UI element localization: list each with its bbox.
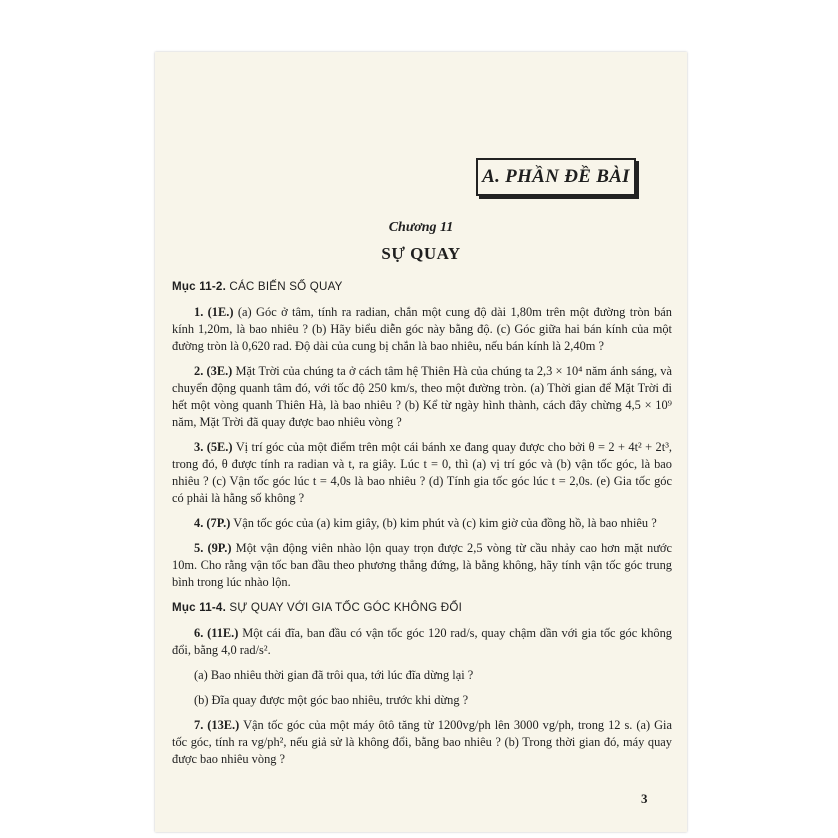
problem [172, 717, 672, 768]
problem [172, 625, 672, 659]
problem-text: Vị trí góc của một điểm trên một cái bánh xe đang quay được cho bởi θ = 2 + 4t² + 2t³, trong đó, θ được tính ra radian và t, ra giây. Lúc t = 0, thì (a) vị trí góc và (b) vận tốc góc, là bao nhiêu ? (c) Vận tốc góc lúc t = 4,0s là bao nhiêu ? (d) Tính gia tốc góc lúc t = 2,0s. (e) Gia tốc góc có phải là hằng số không ? [172, 440, 673, 505]
section-prefix: Mục 11-4. [172, 601, 226, 614]
problem-text: Vận tốc góc của (a) kim giây, (b) kim phút và (c) kim giờ của đồng hồ, là bao nhiêu ? [233, 516, 657, 530]
section-heading [172, 599, 672, 616]
problem-number: 7. (13E.) [194, 718, 240, 732]
part-header: A. PHẦN ĐỀ BÀI [476, 158, 636, 196]
problem-number: 2. (3E.) [194, 364, 233, 378]
problem [172, 439, 672, 507]
problem-text: Vận tốc góc của một máy ôtô tăng từ 1200vg/ph lên 3000 vg/ph, trong 12 s. (a) Gia tốc góc, tính ra vg/ph², nếu giả sử là không đổi, bằng bao nhiêu ? (b) Trong thời gian đó, máy quay được bao nhiêu vòng ? [172, 718, 672, 766]
problem [172, 304, 672, 355]
problem-text: Một vận động viên nhào lộn quay trọn được 2,5 vòng từ cầu nhảy cao hơn mặt nước 10m. Cho rằng vận tốc ban đầu theo phương thẳng đứng, là bằng không, hãy tính vận tốc góc trung bình trong lúc nhào lộn. [172, 541, 672, 589]
problem-subpart: (a) Bao nhiêu thời gian đã trôi qua, tới lúc đĩa dừng lại ? [194, 668, 474, 682]
problem-subpart: (b) Đĩa quay được một góc bao nhiêu, trước khi dừng ? [194, 693, 469, 707]
section-title: CÁC BIẾN SỐ QUAY [229, 280, 343, 293]
problem-number: 1. (1E.) [194, 305, 234, 319]
problem-text: Một cái đĩa, ban đầu có vận tốc góc 120 rad/s, quay chậm dần với gia tốc góc không đổi, bằng 4,0 rad/s². [172, 626, 672, 657]
problem [172, 515, 672, 532]
problem-number: 4. (7P.) [194, 516, 231, 530]
problem-text: (a) Góc ở tâm, tính ra radian, chắn một cung độ dài 1,80m trên một đường tròn bán kính 1,20m, là bao nhiêu ? (b) Hãy biểu diễn góc này bằng độ. (c) Góc giữa hai bán kính của một đường tròn là 0,620 rad. Độ dài của cung bị chắn là bao nhiêu, nếu bán kính là 2,40m ? [172, 305, 672, 353]
page-number: 3 [641, 791, 648, 806]
section-heading [172, 278, 672, 295]
chapter-title: SỰ QUAY [381, 244, 461, 263]
page-body [172, 278, 672, 776]
section-prefix: Mục 11-2. [172, 280, 226, 293]
problem [172, 540, 672, 591]
problem-number: 5. (9P.) [194, 541, 232, 555]
book-page [155, 52, 687, 832]
problem-number: 6. (11E.) [194, 626, 239, 640]
chapter-label: Chương 11 [388, 220, 454, 235]
problem-number: 3. (5E.) [194, 440, 233, 454]
section-title: SỰ QUAY VỚI GIA TỐC GÓC KHÔNG ĐỔI [229, 601, 463, 614]
problem [172, 363, 672, 431]
problem-text: Mặt Trời của chúng ta ở cách tâm hệ Thiên Hà của chúng ta 2,3 × 10⁴ năm ánh sáng, và chuyển động quanh tâm đó, với tốc độ 250 km/s, theo một đường tròn. (a) Thời gian để Mặt Trời đi hết một vòng quanh Thiên Hà, là bao nhiêu ? (b) Kể từ ngày hình thành, cách đây chừng 4,5 × 10⁹ năm, Mặt Trời đã quay được bao nhiêu vòng ? [172, 364, 672, 429]
